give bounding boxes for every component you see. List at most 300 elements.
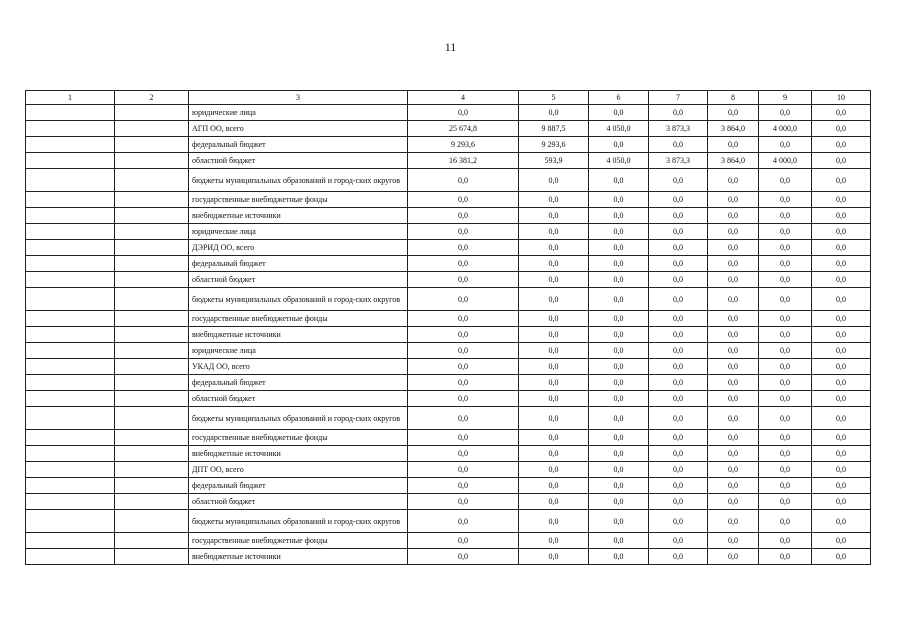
value-cell: 593,9 [519,153,589,169]
value-cell: 0,0 [519,478,589,494]
value-cell: 0,0 [519,359,589,375]
value-cell: 0,0 [759,137,812,153]
value-cell: 0,0 [519,510,589,533]
value-cell: 0,0 [589,494,649,510]
value-cell: 0,0 [708,494,759,510]
cell-col1 [26,311,115,327]
value-cell: 0,0 [519,272,589,288]
row-label: областной бюджет [189,272,408,288]
value-cell: 0,0 [408,430,519,446]
value-cell: 0,0 [408,272,519,288]
cell-col1 [26,494,115,510]
page-number: 11 [444,40,457,54]
value-cell: 0,0 [812,343,871,359]
value-cell: 0,0 [589,137,649,153]
value-cell: 0,0 [649,224,708,240]
value-cell: 0,0 [408,224,519,240]
value-cell: 0,0 [812,121,871,137]
value-cell: 0,0 [708,288,759,311]
value-cell: 0,0 [519,343,589,359]
value-cell: 0,0 [812,224,871,240]
value-cell: 0,0 [589,510,649,533]
table-row [26,121,871,137]
cell-col2 [115,224,189,240]
row-label: федеральный бюджет [189,478,408,494]
cell-col1 [26,121,115,137]
value-cell: 0,0 [589,208,649,224]
column-header: 1 [26,91,115,105]
value-cell: 0,0 [649,272,708,288]
value-cell: 0,0 [812,359,871,375]
value-cell: 0,0 [759,105,812,121]
value-cell: 0,0 [589,375,649,391]
table-row [26,375,871,391]
cell-col2 [115,153,189,169]
cell-col1 [26,359,115,375]
table-row [26,462,871,478]
table-row [26,137,871,153]
value-cell: 0,0 [408,391,519,407]
cell-col1 [26,208,115,224]
value-cell: 0,0 [759,407,812,430]
cell-col2 [115,510,189,533]
value-cell: 0,0 [812,192,871,208]
cell-col2 [115,192,189,208]
value-cell: 0,0 [649,375,708,391]
row-label: федеральный бюджет [189,137,408,153]
row-label: федеральный бюджет [189,375,408,391]
value-cell: 0,0 [708,549,759,565]
table-row [26,327,871,343]
table-row [26,359,871,375]
value-cell: 0,0 [649,430,708,446]
value-cell: 0,0 [589,256,649,272]
cell-col1 [26,137,115,153]
value-cell: 0,0 [708,327,759,343]
row-label: бюджеты муниципальных образований и город-ских округов [189,169,408,192]
value-cell: 0,0 [759,224,812,240]
value-cell: 0,0 [708,533,759,549]
value-cell: 0,0 [408,533,519,549]
value-cell: 0,0 [408,192,519,208]
value-cell: 0,0 [408,549,519,565]
column-header: 2 [115,91,189,105]
value-cell: 0,0 [812,240,871,256]
row-label: областной бюджет [189,494,408,510]
value-cell: 0,0 [589,549,649,565]
value-cell: 0,0 [519,407,589,430]
value-cell: 0,0 [649,462,708,478]
value-cell: 0,0 [708,446,759,462]
value-cell: 9 887,5 [519,121,589,137]
value-cell: 9 293,6 [519,137,589,153]
cell-col1 [26,446,115,462]
value-cell: 3 864,0 [708,153,759,169]
value-cell: 0,0 [759,533,812,549]
value-cell: 0,0 [812,375,871,391]
value-cell: 0,0 [708,359,759,375]
value-cell: 3 873,3 [649,153,708,169]
table-row [26,224,871,240]
value-cell: 0,0 [708,224,759,240]
cell-col1 [26,327,115,343]
row-label: внебюджетные источники [189,327,408,343]
value-cell: 0,0 [812,169,871,192]
table-row [26,478,871,494]
value-cell: 0,0 [759,359,812,375]
cell-col2 [115,430,189,446]
row-label: государственные внебюджетные фонды [189,311,408,327]
cell-col1 [26,105,115,121]
value-cell: 0,0 [812,311,871,327]
value-cell: 0,0 [759,375,812,391]
value-cell: 0,0 [408,510,519,533]
value-cell: 0,0 [759,446,812,462]
value-cell: 0,0 [708,137,759,153]
value-cell: 0,0 [812,510,871,533]
value-cell: 0,0 [408,311,519,327]
cell-col1 [26,288,115,311]
row-label: юридические лица [189,343,408,359]
cell-col2 [115,462,189,478]
table-row [26,311,871,327]
value-cell: 4 050,0 [589,153,649,169]
value-cell: 0,0 [759,494,812,510]
value-cell: 0,0 [759,462,812,478]
cell-col2 [115,343,189,359]
cell-col1 [26,343,115,359]
value-cell: 0,0 [708,462,759,478]
column-header: 8 [708,91,759,105]
value-cell: 0,0 [759,311,812,327]
table-row [26,169,871,192]
value-cell: 0,0 [812,256,871,272]
value-cell: 0,0 [589,430,649,446]
value-cell: 0,0 [408,256,519,272]
table-row [26,288,871,311]
value-cell: 0,0 [649,105,708,121]
value-cell: 4 000,0 [759,153,812,169]
value-cell: 0,0 [589,359,649,375]
value-cell: 0,0 [408,327,519,343]
value-cell: 0,0 [589,533,649,549]
value-cell: 0,0 [812,549,871,565]
cell-col1 [26,510,115,533]
header-row [26,91,871,105]
value-cell: 0,0 [408,240,519,256]
cell-col2 [115,549,189,565]
table-row [26,240,871,256]
row-label: УКАД ОО, всего [189,359,408,375]
value-cell: 0,0 [519,288,589,311]
value-cell: 0,0 [812,137,871,153]
value-cell: 0,0 [408,105,519,121]
value-cell: 0,0 [519,208,589,224]
table-row [26,153,871,169]
column-header: 6 [589,91,649,105]
value-cell: 0,0 [519,462,589,478]
table-row [26,208,871,224]
cell-col2 [115,105,189,121]
value-cell: 0,0 [708,192,759,208]
value-cell: 0,0 [519,549,589,565]
value-cell: 4 050,0 [589,121,649,137]
column-header: 3 [189,91,408,105]
cell-col2 [115,533,189,549]
value-cell: 0,0 [589,462,649,478]
value-cell: 0,0 [708,478,759,494]
cell-col2 [115,272,189,288]
value-cell: 0,0 [589,105,649,121]
value-cell: 0,0 [519,240,589,256]
cell-col2 [115,494,189,510]
cell-col1 [26,169,115,192]
row-label: государственные внебюджетные фонды [189,192,408,208]
table-body [26,105,871,565]
value-cell: 0,0 [589,478,649,494]
value-cell: 0,0 [519,256,589,272]
row-label: ДПТ ОО, всего [189,462,408,478]
cell-col2 [115,359,189,375]
value-cell: 0,0 [759,272,812,288]
value-cell: 25 674,8 [408,121,519,137]
value-cell: 0,0 [812,407,871,430]
value-cell: 0,0 [812,446,871,462]
cell-col2 [115,311,189,327]
row-label: областной бюджет [189,153,408,169]
value-cell: 0,0 [759,549,812,565]
value-cell: 0,0 [589,240,649,256]
value-cell: 3 873,3 [649,121,708,137]
value-cell: 0,0 [759,478,812,494]
value-cell: 0,0 [759,256,812,272]
cell-col1 [26,407,115,430]
value-cell: 0,0 [708,208,759,224]
value-cell: 0,0 [649,407,708,430]
budget-table [25,90,871,565]
cell-col1 [26,549,115,565]
cell-col2 [115,327,189,343]
table-row [26,391,871,407]
value-cell: 0,0 [519,311,589,327]
value-cell: 0,0 [589,288,649,311]
value-cell: 0,0 [408,407,519,430]
value-cell: 0,0 [649,137,708,153]
table-row [26,549,871,565]
cell-col1 [26,375,115,391]
value-cell: 0,0 [759,192,812,208]
row-label: внебюджетные источники [189,208,408,224]
cell-col1 [26,478,115,494]
value-cell: 0,0 [759,510,812,533]
value-cell: 0,0 [408,288,519,311]
value-cell: 0,0 [589,343,649,359]
value-cell: 0,0 [759,327,812,343]
cell-col1 [26,462,115,478]
value-cell: 0,0 [519,169,589,192]
value-cell: 0,0 [812,153,871,169]
value-cell: 0,0 [589,327,649,343]
value-cell: 0,0 [812,288,871,311]
row-label: внебюджетные источники [189,446,408,462]
table-row [26,343,871,359]
value-cell: 0,0 [408,494,519,510]
row-label: государственные внебюджетные фонды [189,533,408,549]
value-cell: 0,0 [649,343,708,359]
value-cell: 0,0 [708,272,759,288]
value-cell: 0,0 [708,256,759,272]
value-cell: 0,0 [812,462,871,478]
value-cell: 0,0 [589,272,649,288]
table-row [26,105,871,121]
value-cell: 0,0 [708,375,759,391]
cell-col1 [26,533,115,549]
table-row [26,272,871,288]
value-cell: 0,0 [589,224,649,240]
value-cell: 0,0 [708,430,759,446]
value-cell: 0,0 [519,327,589,343]
cell-col2 [115,137,189,153]
cell-col2 [115,240,189,256]
value-cell: 0,0 [519,192,589,208]
value-cell: 0,0 [519,224,589,240]
value-cell: 0,0 [708,343,759,359]
cell-col2 [115,208,189,224]
cell-col1 [26,272,115,288]
value-cell: 0,0 [519,430,589,446]
table-row [26,494,871,510]
value-cell: 0,0 [519,533,589,549]
column-header: 7 [649,91,708,105]
column-header: 4 [408,91,519,105]
value-cell: 3 864,0 [708,121,759,137]
cell-col2 [115,375,189,391]
value-cell: 0,0 [708,105,759,121]
value-cell: 0,0 [812,478,871,494]
value-cell: 0,0 [589,407,649,430]
value-cell: 0,0 [812,105,871,121]
value-cell: 0,0 [812,494,871,510]
value-cell: 0,0 [519,494,589,510]
value-cell: 0,0 [708,510,759,533]
value-cell: 0,0 [649,391,708,407]
value-cell: 0,0 [649,510,708,533]
cell-col1 [26,240,115,256]
row-label: ДЭРИД ОО, всего [189,240,408,256]
value-cell: 0,0 [812,391,871,407]
cell-col2 [115,288,189,311]
value-cell: 0,0 [589,446,649,462]
value-cell: 0,0 [708,407,759,430]
value-cell: 0,0 [649,288,708,311]
cell-col2 [115,478,189,494]
value-cell: 0,0 [649,549,708,565]
column-header: 9 [759,91,812,105]
row-label: бюджеты муниципальных образований и город-ских округов [189,510,408,533]
cell-col1 [26,224,115,240]
value-cell: 0,0 [759,240,812,256]
row-label: АГП ОО, всего [189,121,408,137]
cell-col1 [26,391,115,407]
value-cell: 0,0 [519,105,589,121]
cell-col2 [115,121,189,137]
table-row [26,192,871,208]
value-cell: 0,0 [759,391,812,407]
value-cell: 0,0 [649,446,708,462]
value-cell: 0,0 [408,478,519,494]
value-cell: 0,0 [708,240,759,256]
value-cell: 0,0 [649,533,708,549]
value-cell: 0,0 [408,343,519,359]
value-cell: 0,0 [649,494,708,510]
value-cell: 0,0 [519,391,589,407]
row-label: юридические лица [189,105,408,121]
value-cell: 0,0 [649,327,708,343]
table-row [26,510,871,533]
table-row [26,430,871,446]
value-cell: 0,0 [649,478,708,494]
value-cell: 0,0 [759,343,812,359]
row-label: внебюджетные источники [189,549,408,565]
value-cell: 0,0 [812,430,871,446]
row-label: бюджеты муниципальных образований и город-ских округов [189,407,408,430]
value-cell: 0,0 [519,446,589,462]
column-header: 10 [812,91,871,105]
value-cell: 4 000,0 [759,121,812,137]
cell-col2 [115,391,189,407]
value-cell: 0,0 [589,169,649,192]
value-cell: 0,0 [759,288,812,311]
column-header: 5 [519,91,589,105]
value-cell: 0,0 [589,192,649,208]
value-cell: 0,0 [812,272,871,288]
cell-col1 [26,430,115,446]
value-cell: 0,0 [649,240,708,256]
value-cell: 0,0 [408,208,519,224]
cell-col2 [115,169,189,192]
value-cell: 0,0 [649,192,708,208]
value-cell: 0,0 [408,375,519,391]
value-cell: 0,0 [408,359,519,375]
value-cell: 0,0 [649,208,708,224]
value-cell: 0,0 [649,359,708,375]
table-row [26,533,871,549]
value-cell: 0,0 [759,169,812,192]
value-cell: 0,0 [649,311,708,327]
cell-col1 [26,153,115,169]
value-cell: 0,0 [408,169,519,192]
cell-col1 [26,256,115,272]
value-cell: 0,0 [759,430,812,446]
value-cell: 9 293,6 [408,137,519,153]
value-cell: 0,0 [812,208,871,224]
value-cell: 16 381,2 [408,153,519,169]
row-label: юридические лица [189,224,408,240]
value-cell: 0,0 [708,311,759,327]
value-cell: 0,0 [812,327,871,343]
cell-col2 [115,256,189,272]
value-cell: 0,0 [708,391,759,407]
value-cell: 0,0 [759,208,812,224]
row-label: областной бюджет [189,391,408,407]
table-row [26,446,871,462]
table-row [26,256,871,272]
value-cell: 0,0 [408,446,519,462]
value-cell: 0,0 [649,256,708,272]
value-cell: 0,0 [589,391,649,407]
value-cell: 0,0 [649,169,708,192]
row-label: государственные внебюджетные фонды [189,430,408,446]
